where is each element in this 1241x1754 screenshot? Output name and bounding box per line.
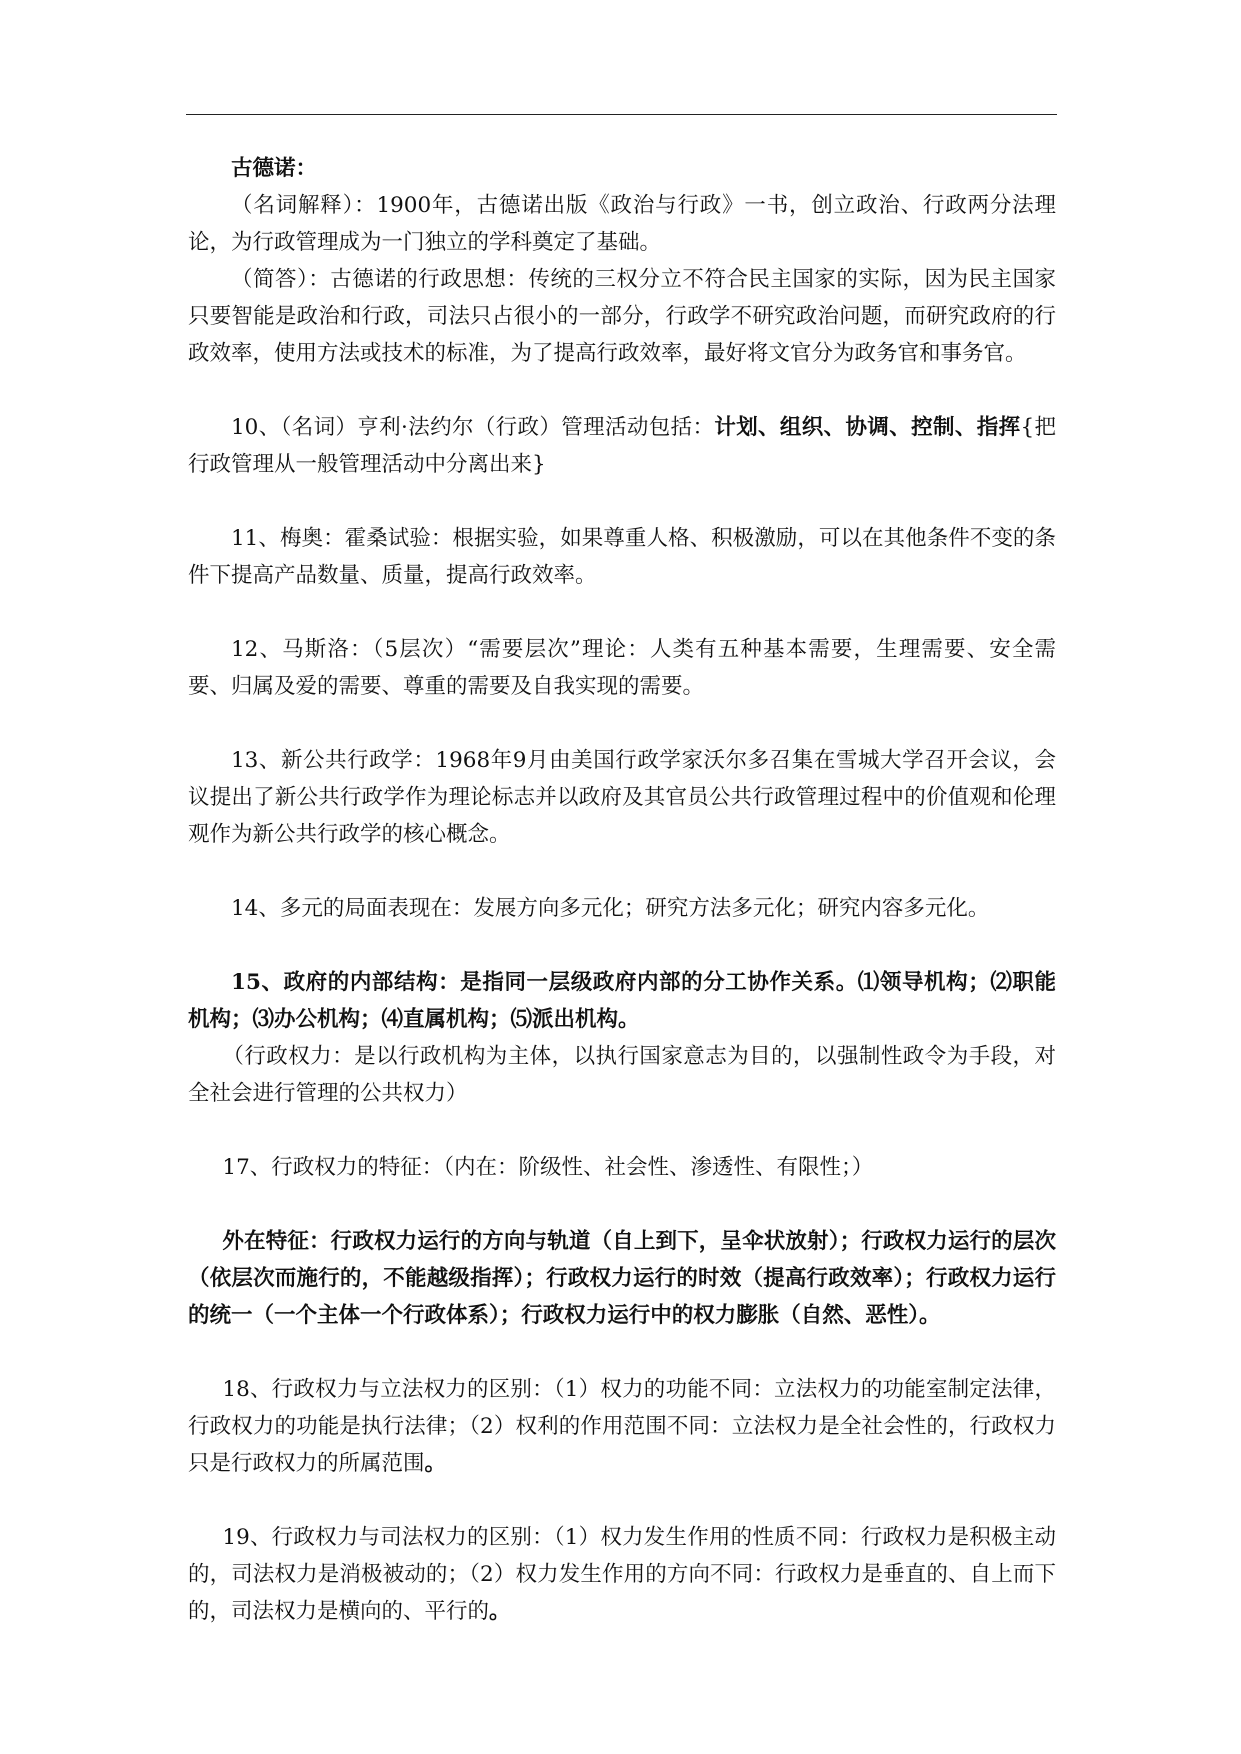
item-19-text: 19、行政权力与司法权力的区别：（1）权力发生作用的性质不同：行政权力是积极主动的，司法权力是消极被动的；（2）权力发生作用的方向不同：行政权力是垂直的、自上而下的，司法权力是横向的、平行的 — [188, 1525, 1056, 1624]
item-15: 15、政府的内部结构：是指同一层级政府内部的分工协作关系。⑴领导机构；⑵职能机构；⑶办公机构；⑷直属机构；⑸派出机构。 — [188, 970, 1056, 1032]
item-13: 13、新公共行政学：1968年9月由美国行政学家沃尔多召集在雪城大学召开会议，会议提出了新公共行政学作为理论标志并以政府及其官员公共行政管理过程中的价值观和伦理观作为新公共行政学的核心概念。 — [188, 748, 1056, 847]
item-17: 17、行政权力的特征：（内在：阶级性、社会性、渗透性、有限性；） — [222, 1155, 874, 1180]
document-body — [188, 150, 1056, 1630]
header-rule — [186, 114, 1057, 115]
item-18-end: 。 — [424, 1451, 447, 1476]
item-12: 12、马斯洛：（5层次）“需要层次”理论：人类有五种基本需要，生理需要、安全需要、归属及爱的需要、尊重的需要及自我实现的需要。 — [188, 637, 1056, 699]
paragraph-goodnow-definition: （名词解释）：1900年，古德诺出版《政治与行政》一书，创立政治、行政两分法理论，为行政管理成为一门独立的学科奠定了基础。 — [188, 193, 1056, 255]
paragraph-goodnow-short-answer: （简答）：古德诺的行政思想：传统的三权分立不符合民主国家的实际，因为民主国家只要智能是政治和行政，司法只占很小的一部分，行政学不研究政治问题，而研究政府的行政效率，使用方法或技术的标准，为了提高行政效率，最好将文官分为政务官和事务官。 — [188, 267, 1056, 366]
admin-power-definition: （行政权力：是以行政机构为主体，以执行国家意志为目的，以强制性政令为手段，对全社会进行管理的公共权力） — [188, 1044, 1056, 1106]
item-10-bold: 计划、组织、协调、控制、指挥 — [714, 415, 1021, 440]
section-heading: 古德诺： — [231, 156, 318, 181]
item-10 — [188, 409, 1056, 483]
item-18-text: 18、行政权力与立法权力的区别：（1）权力的功能不同：立法权力的功能室制定法律，行政权力的功能是执行法律；（2）权利的作用范围不同：立法权力是全社会性的，行政权力只是行政权力的所属范围 — [188, 1377, 1056, 1476]
item-19 — [188, 1519, 1056, 1630]
item-10-prefix: 10、（名词）亨利·法约尔（行政）管理活动包括： — [231, 415, 715, 440]
external-features: 外在特征：行政权力运行的方向与轨道（自上到下，呈伞状放射）；行政权力运行的层次（依层次而施行的，不能越级指挥）；行政权力运行的时效（提高行政效率）；行政权力运行的统一（一个主体一个行政体系）；行政权力运行中的权力膨胀（自然、恶性）。 — [188, 1229, 1056, 1328]
item-19-end: 。 — [489, 1599, 511, 1624]
item-11: 11、梅奥：霍桑试验：根据实验，如果尊重人格、积极激励，可以在其他条件不变的条件下提高产品数量、质量，提高行政效率。 — [188, 526, 1056, 588]
item-10-suffix: {把行政管理从一般管理活动中分离出来} — [188, 415, 1056, 477]
item-14: 14、多元的局面表现在：发展方向多元化；研究方法多元化；研究内容多元化。 — [231, 896, 990, 921]
item-18 — [188, 1371, 1056, 1482]
